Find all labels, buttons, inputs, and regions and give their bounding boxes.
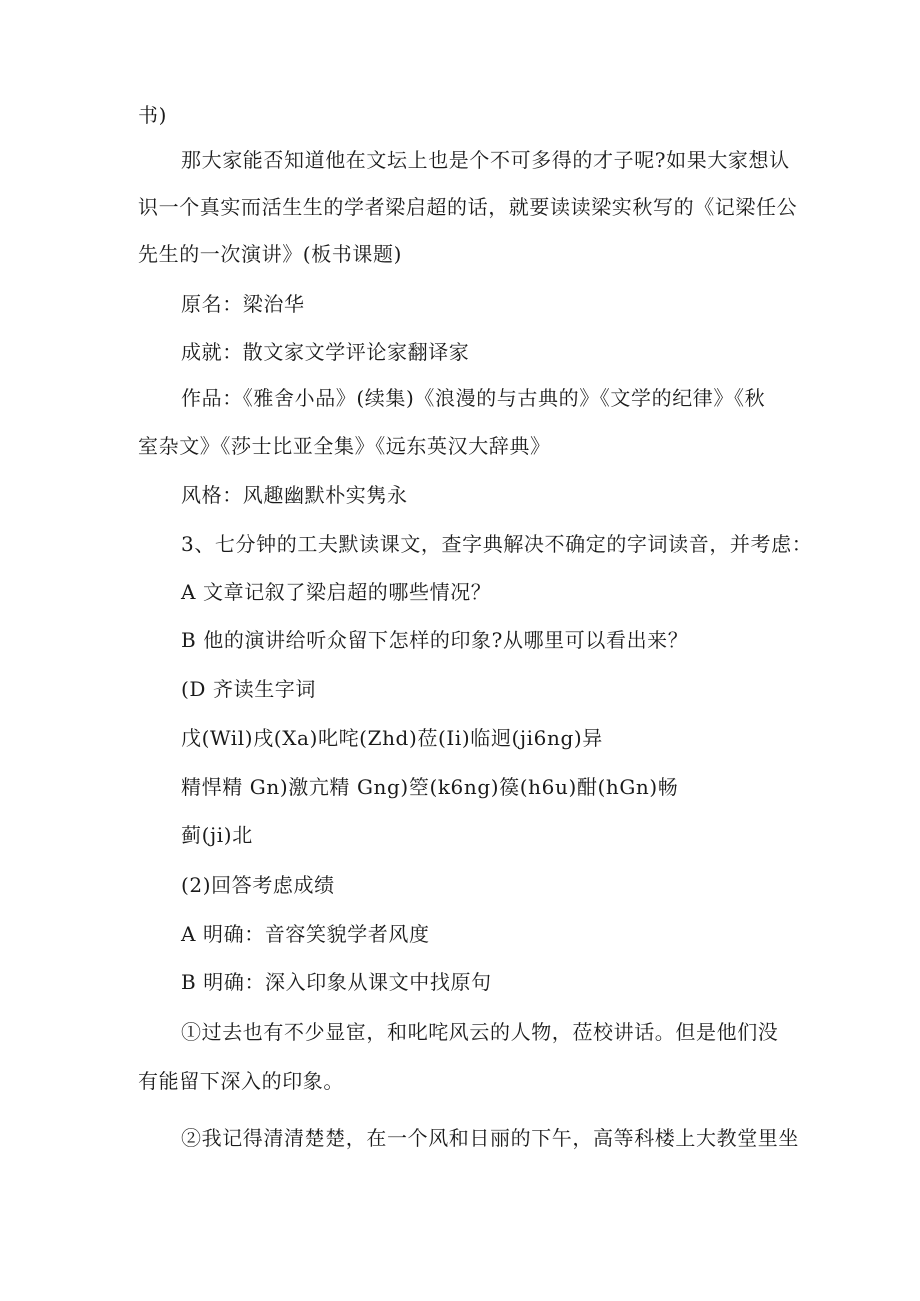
text-line: 作品：《雅舍小品》(续集)《浪漫的与古典的》《文学的纪律》《秋 bbox=[181, 386, 766, 410]
text-line: 蓟(ji)北 bbox=[181, 823, 253, 847]
text-line: 先生的一次演讲》(板书课题) bbox=[138, 242, 403, 266]
text-line: 原名：梁治华 bbox=[181, 292, 305, 316]
text-line: 风格：风趣幽默朴实隽永 bbox=[181, 483, 408, 507]
text-line: 戊(Wil)戌(Xa)叱咤(Zhd)莅(Ii)临迥(ji6ng)异 bbox=[181, 726, 603, 750]
text-line: 那大家能否知道他在文坛上也是个不可多得的才子呢?如果大家想认 bbox=[181, 148, 790, 172]
text-line: (2)回答考虑成绩 bbox=[181, 873, 335, 897]
text-line: B 明确：深入印象从课文中找原句 bbox=[181, 970, 492, 994]
text-line: 成就：散文家文学评论家翻译家 bbox=[181, 340, 470, 364]
text-line: 3、七分钟的工夫默读课文，查字典解决不确定的字词读音，并考虑： bbox=[181, 532, 813, 556]
text-line: A 明确：音容笑貌学者风度 bbox=[181, 922, 430, 946]
text-line: A 文章记叙了梁启超的哪些情况？ bbox=[181, 580, 492, 604]
text-line: 室杂文》《莎士比亚全集》《远东英汉大辞典》 bbox=[138, 434, 551, 458]
text-line: (D 齐读生字词 bbox=[181, 677, 316, 701]
text-line: 书) bbox=[138, 103, 168, 127]
text-line: ②我记得清清楚楚，在一个风和日丽的下午，高等科楼上大教堂里坐 bbox=[181, 1126, 799, 1150]
text-line: 精悍精 Gn)激亢精 Gng)箜(k6ng)篌(h6u)酣(hGn)畅 bbox=[181, 775, 679, 799]
text-line: B 他的演讲给听众留下怎样的印象?从哪里可以看出来？ bbox=[181, 628, 689, 652]
text-line: 识一个真实而活生生的学者梁启超的话，就要读读梁实秋写的《记梁任公 bbox=[138, 195, 798, 219]
text-line: 有能留下深入的印象。 bbox=[138, 1069, 344, 1093]
text-line: ①过去也有不少显宦，和叱咤风云的人物，莅校讲话。但是他们没 bbox=[181, 1020, 779, 1044]
